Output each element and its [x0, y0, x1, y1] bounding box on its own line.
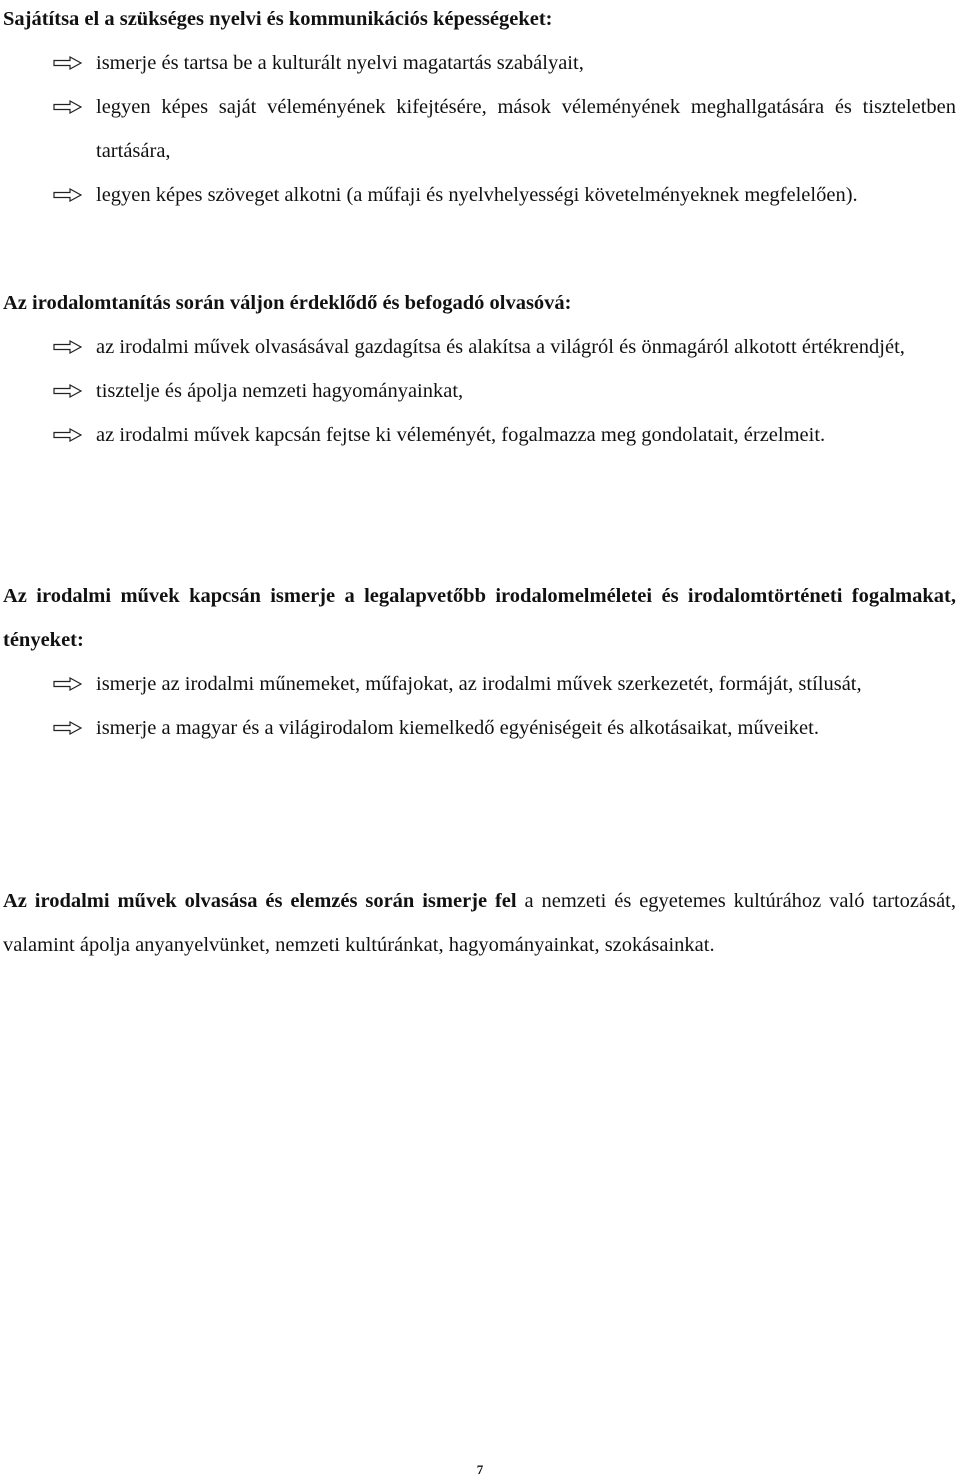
bullet-list [3, 41, 956, 217]
section-language-skills [3, 0, 956, 217]
list-item-text: ismerje a magyar és a világirodalom kiemelkedő egyéniségeit és alkotásaikat, műveiket. [96, 717, 819, 739]
hollow-right-arrow-icon [53, 677, 83, 691]
section-heading: Az irodalomtanítás során váljon érdeklődő és befogadó olvasóvá: [3, 292, 572, 314]
section-reading-analysis [3, 879, 956, 967]
list-item-text: tisztelje és ápolja nemzeti hagyományainkat, [96, 380, 464, 402]
closing-paragraph [3, 879, 956, 967]
hollow-right-arrow-icon [53, 100, 83, 114]
list-item [3, 41, 956, 85]
list-item-text: ismerje és tartsa be a kulturált nyelvi magatartás szabályait, [96, 52, 584, 74]
list-item [3, 413, 956, 457]
list-item-text: legyen képes szöveget alkotni (a műfaji és nyelvhelyességi követelményeknek megfelelően). [96, 184, 858, 206]
hollow-right-arrow-icon [53, 340, 83, 354]
hollow-right-arrow-icon [53, 428, 83, 442]
list-item [3, 706, 956, 750]
section-heading: Az irodalmi művek kapcsán ismerje a legalapvetőbb irodalomelméletei és irodalomtörténeti fogalmakat, tényeket: [3, 585, 956, 651]
list-item [3, 173, 956, 217]
paragraph-bold-lead: Az irodalmi művek olvasása és elemzés során ismerje fel [3, 890, 517, 912]
section-literary-theory [3, 574, 956, 750]
list-item-text: legyen képes saját véleményének kifejtésére, mások véleményének meghallgatására és tiszteletben tartására, [96, 96, 956, 162]
list-item [3, 662, 956, 706]
list-item [3, 369, 956, 413]
paragraph-body: a nemzeti és egyetemes kultúrához való tartozását, valamint ápolja anyanyelvünket, nemzeti kultúránkat, hagyományainkat, szokásainkat. [3, 890, 956, 956]
bullet-list [3, 325, 956, 457]
hollow-right-arrow-icon [53, 56, 83, 70]
list-item [3, 85, 956, 173]
hollow-right-arrow-icon [53, 721, 83, 735]
bullet-list [3, 662, 956, 750]
list-item-text: az irodalmi művek kapcsán fejtse ki véleményét, fogalmazza meg gondolatait, érzelmeit. [96, 424, 826, 446]
list-item [3, 325, 956, 369]
hollow-right-arrow-icon [53, 384, 83, 398]
section-literature-reader [3, 281, 956, 457]
list-item-text: az irodalmi művek olvasásával gazdagítsa és alakítsa a világról és önmagáról alkotott értékrendjét, [96, 336, 905, 358]
list-item-text: ismerje az irodalmi műnemeket, műfajokat, az irodalmi művek szerkezetét, formáját, stílusát, [96, 673, 862, 695]
hollow-right-arrow-icon [53, 188, 83, 202]
section-heading: Sajátítsa el a szükséges nyelvi és kommunikációs képességeket: [3, 8, 553, 30]
page-number: 7 [476, 1462, 484, 1477]
